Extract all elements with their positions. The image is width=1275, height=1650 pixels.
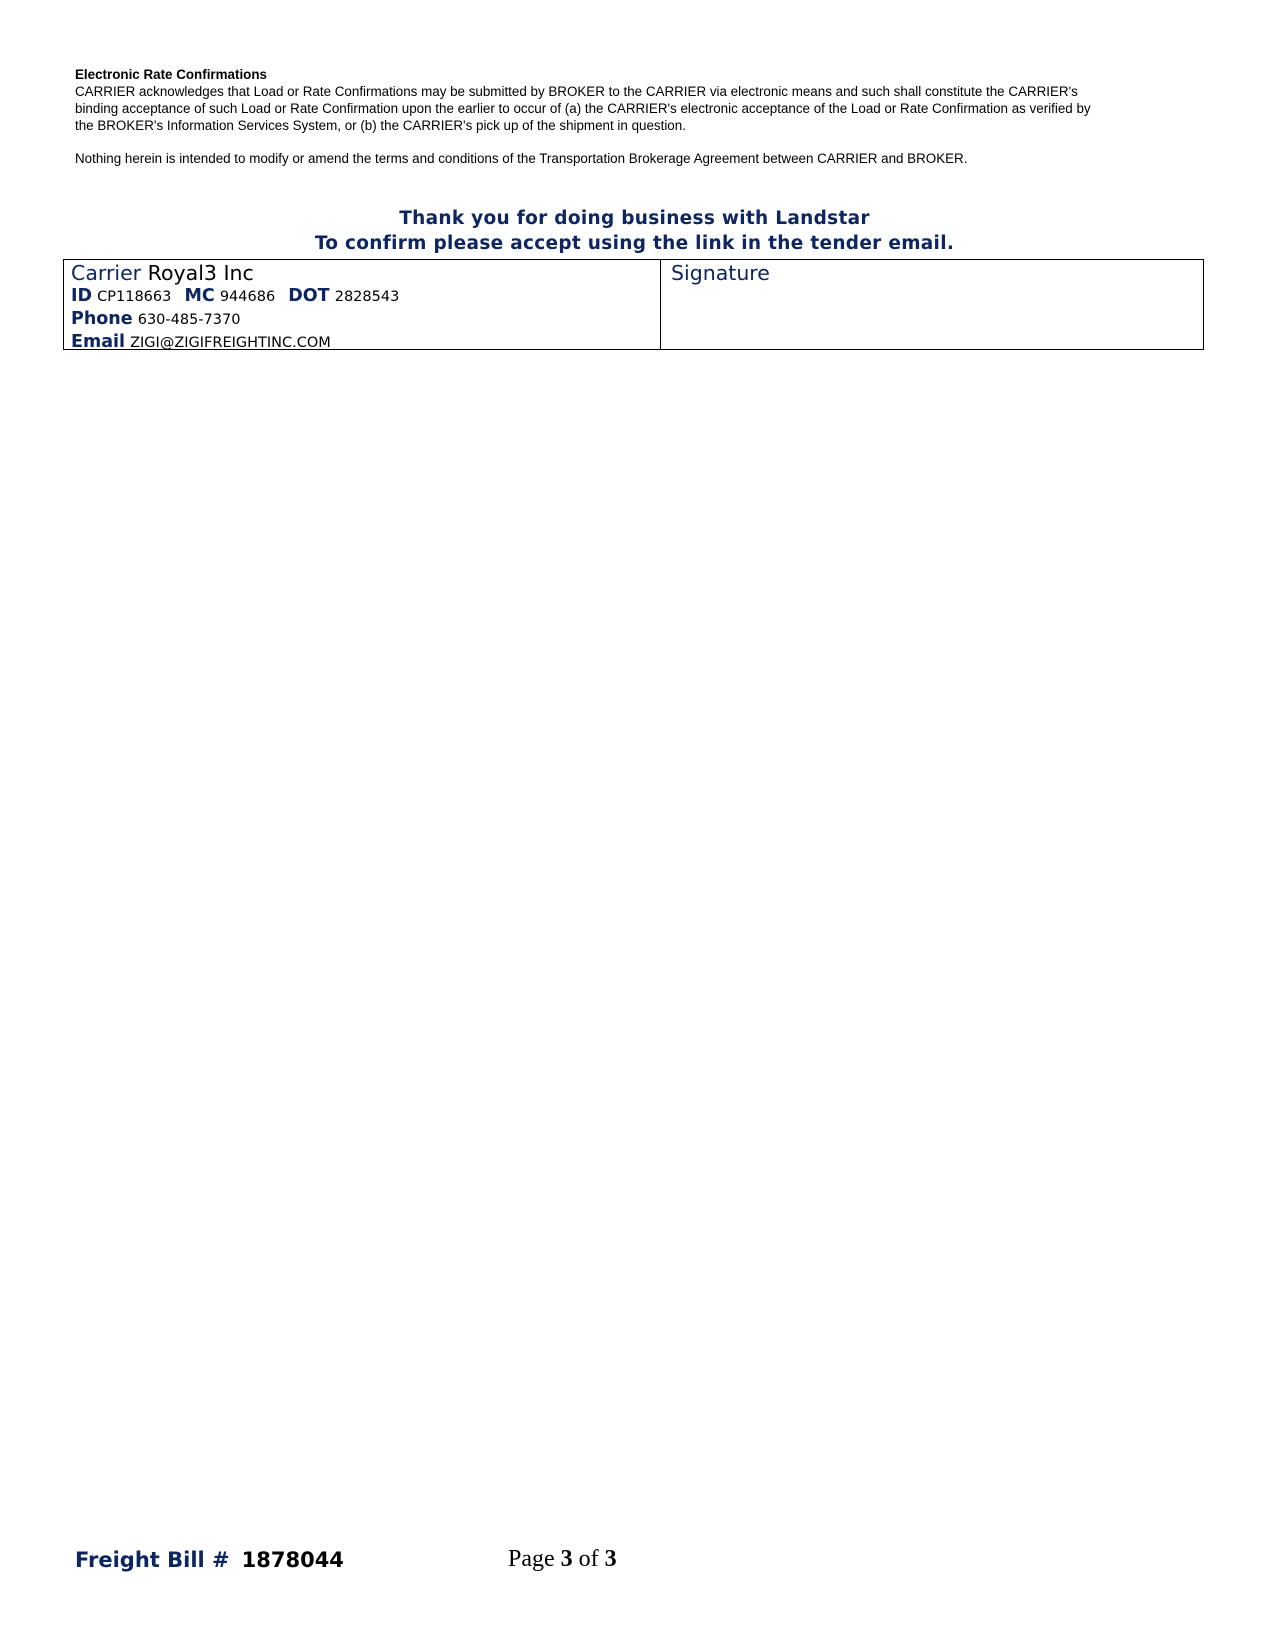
thank-you-message [63,206,1206,256]
carrier-name: Royal3 Inc [147,261,254,285]
phone-label: Phone [71,309,133,329]
page-of: of [578,1546,599,1572]
terms-paragraph-1 [75,83,1205,134]
dot-label: DOT [288,286,330,306]
mc-label: MC [184,286,215,306]
terms-line-2: binding acceptance of such Load or Rate Confirmation upon the earlier to occur of (a) the CARRIER's electronic acceptance of the Load or Rate Confirmation as verified by [75,101,1091,116]
email-label: Email [71,332,125,352]
carrier-name-row [71,261,660,285]
page-number [508,1546,617,1573]
mc-value: 944686 [219,289,276,305]
page-total: 3 [604,1546,617,1572]
carrier-email-row [71,331,660,354]
page-current: 3 [560,1546,573,1572]
freight-bill-label: Freight Bill # [75,1548,230,1572]
terms-heading: Electronic Rate Confirmations [75,67,267,82]
terms-section [75,66,1205,167]
freight-bill-footer [75,1548,344,1572]
carrier-label: Carrier [71,261,142,285]
signature-cell[interactable] [661,260,1203,349]
confirm-instruction-line: To confirm please accept using the link in the tender email. [314,233,955,254]
page-word: Page [508,1546,555,1572]
carrier-phone-row [71,308,660,331]
carrier-ids-row [71,285,660,308]
signature-label: Signature [671,261,770,285]
thank-you-line: Thank you for doing business with Landstar [399,208,870,229]
carrier-signature-table [63,259,1204,350]
dot-value: 2828543 [334,289,400,305]
terms-paragraph-2: Nothing herein is intended to modify or amend the terms and conditions of the Transportation Brokerage Agreement between CARRIER and BROKER. [75,151,968,166]
freight-bill-number: 1878044 [241,1548,344,1572]
id-label: ID [71,286,93,306]
id-value: CP118663 [97,289,172,305]
carrier-info-cell [64,260,661,352]
terms-line-3: the BROKER's Information Services System, or (b) the CARRIER's pick up of the shipment in question. [75,118,686,133]
phone-value: 630-485-7370 [137,312,241,328]
email-value: ZIGI@ZIGIFREIGHTINC.COM [130,335,331,351]
terms-line-1: CARRIER acknowledges that Load or Rate Confirmations may be submitted by BROKER to the CARRIER via electronic means and such shall constitute the CARRIER's [75,84,1078,99]
